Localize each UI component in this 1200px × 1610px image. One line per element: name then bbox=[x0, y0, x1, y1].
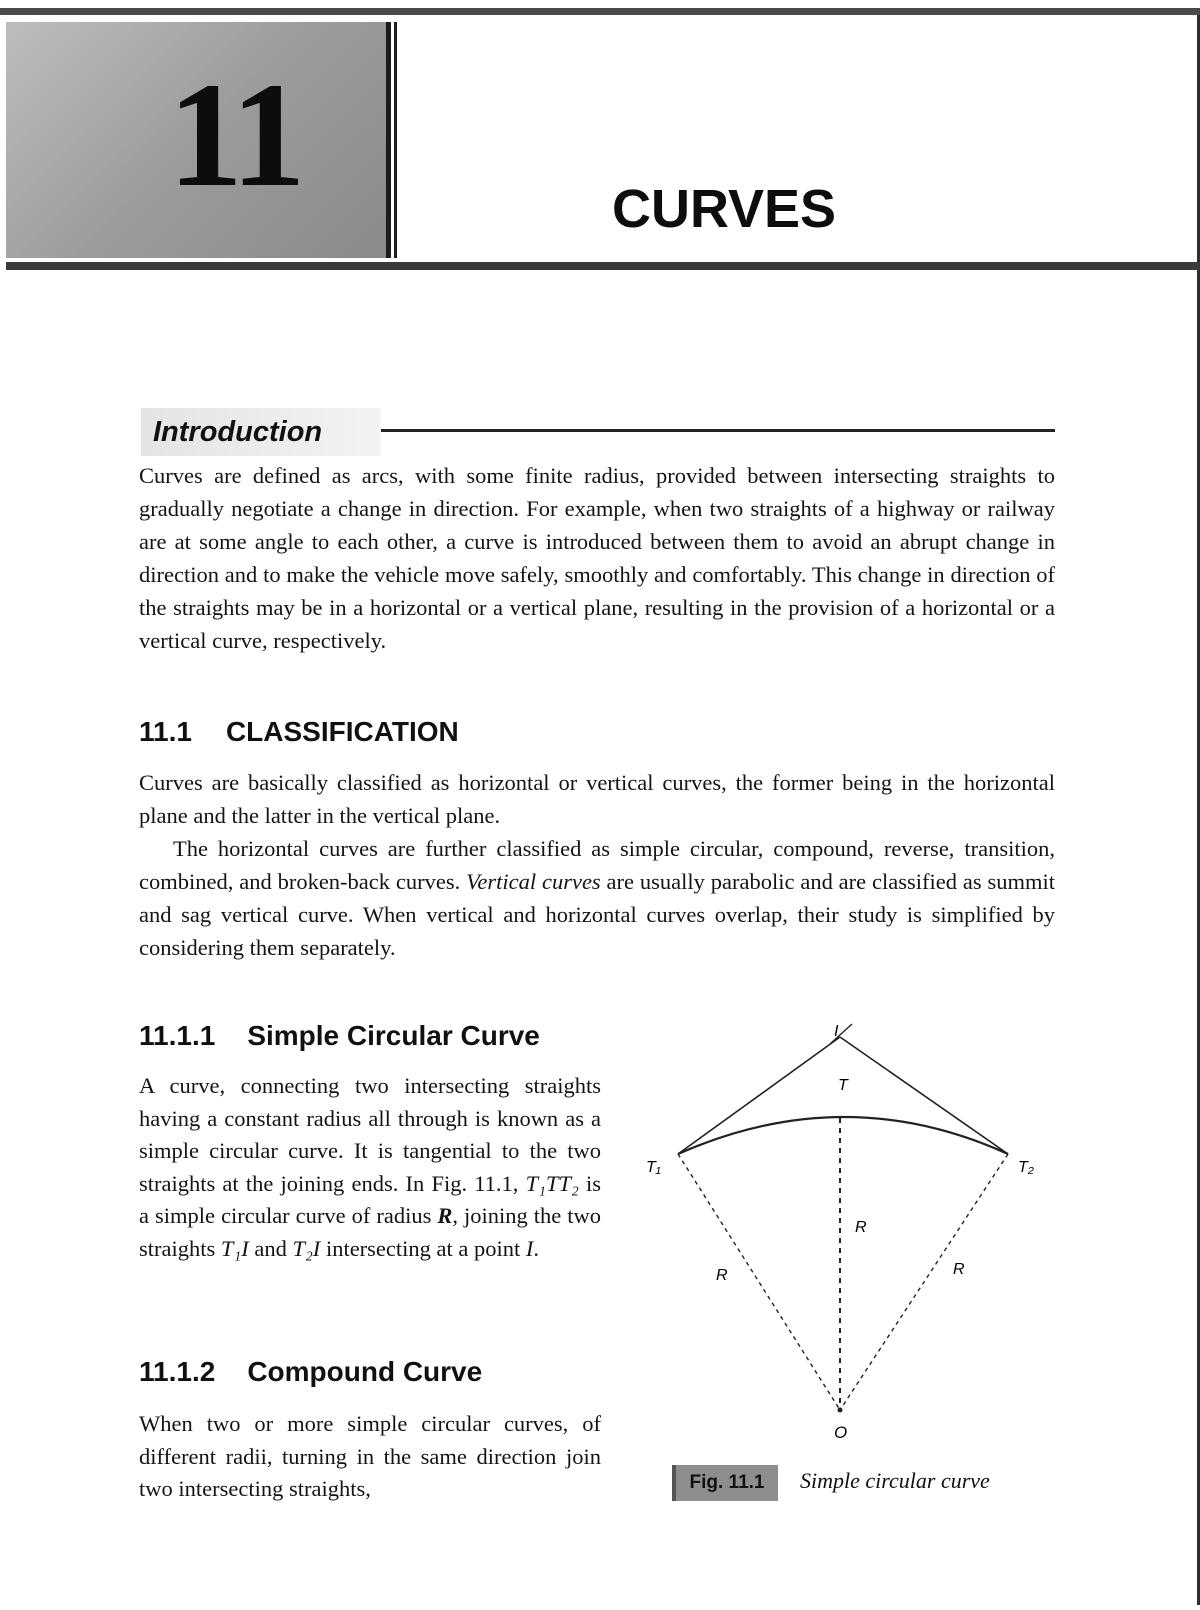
label-r-right: R bbox=[953, 1261, 965, 1278]
header-rule bbox=[6, 262, 1200, 270]
centre-point bbox=[838, 1408, 843, 1413]
introduction-heading: Introduction bbox=[153, 416, 323, 448]
introduction-paragraph: Curves are defined as arcs, with some finite radius, provided between intersecting straights to gradually negotiate a change in direction. For example, when two straights of a highway or railway are at some angle to each other, a curve is introduced between them to avoid an abrupt change in direction and to make the vehicle move safely, smoothly and comfortably. This change in direction of the straights may be in a horizontal or a vertical plane, resulting in the provision of a horizontal or a vertical curve, respectively. bbox=[139, 463, 1055, 653]
top-rule bbox=[0, 8, 1200, 15]
header-divider-thin bbox=[394, 22, 397, 258]
subsection-heading-compound-curve bbox=[139, 1356, 482, 1388]
simple-circular-curve-paragraph: A curve, connecting two intersecting straights having a constant radius all through is known as a simple circular curve. It is tangential to the two straights at the joining ends. In Fig. 11.1, T₁TT₂ is a simple circular curve of radius R, joining the two straights T₁I and T₂I intersecting at a point I. bbox=[139, 1073, 602, 1261]
subsection-number: 11.1.1 bbox=[139, 1020, 216, 1051]
simple-circular-curve-figure bbox=[630, 1022, 1050, 1442]
section-title: CLASSIFICATION bbox=[225, 716, 459, 747]
circular-arc bbox=[678, 1117, 1008, 1154]
chapter-title: CURVES bbox=[612, 179, 837, 239]
radius-o-t1 bbox=[678, 1154, 840, 1410]
label-t: T bbox=[838, 1077, 848, 1094]
section-heading-classification bbox=[139, 716, 459, 748]
classification-paragraph-2: The horizontal curves are further classified as simple circular, compound, reverse, transition, combined, and broken-back curves. Vertical curves are usually parabolic and are classified as summit and sag vertical curve. When vertical and horizontal curves overlap, their study is simplified by considering them separately. bbox=[139, 836, 1055, 960]
label-t2: T₂ bbox=[1018, 1159, 1034, 1176]
vertical-curves-term: Vertical curves bbox=[466, 869, 601, 894]
tangent-t2-i bbox=[840, 1037, 1008, 1154]
label-o: O bbox=[834, 1423, 848, 1442]
label-r-left: R bbox=[716, 1267, 728, 1284]
figure-label: Fig. 11.1 bbox=[672, 1465, 778, 1501]
tangent-t1-i bbox=[678, 1037, 840, 1154]
header-divider bbox=[386, 22, 391, 258]
figure-title: Simple circular curve bbox=[800, 1468, 990, 1493]
chapter-number: 11 bbox=[168, 52, 302, 218]
radius-o-t2 bbox=[840, 1154, 1008, 1410]
subsection-title: Simple Circular Curve bbox=[247, 1020, 540, 1051]
label-i: I bbox=[834, 1023, 839, 1040]
subsection-heading-simple-circular-curve bbox=[139, 1020, 540, 1052]
label-r-center: R bbox=[855, 1219, 867, 1236]
label-t1: T₁ bbox=[646, 1159, 661, 1176]
classification-paragraph-1: Curves are basically classified as horizontal or vertical curves, the former being in the horizontal plane and the latter in the vertical plane. bbox=[139, 770, 1055, 828]
compound-curve-paragraph: When two or more simple circular curves, of different radii, turning in the same direction join two intersecting straights, bbox=[139, 1411, 601, 1502]
subsection-title: Compound Curve bbox=[247, 1356, 483, 1387]
section-number: 11.1 bbox=[139, 716, 192, 747]
introduction-rule bbox=[381, 429, 1055, 432]
subsection-number: 11.1.2 bbox=[139, 1356, 216, 1387]
